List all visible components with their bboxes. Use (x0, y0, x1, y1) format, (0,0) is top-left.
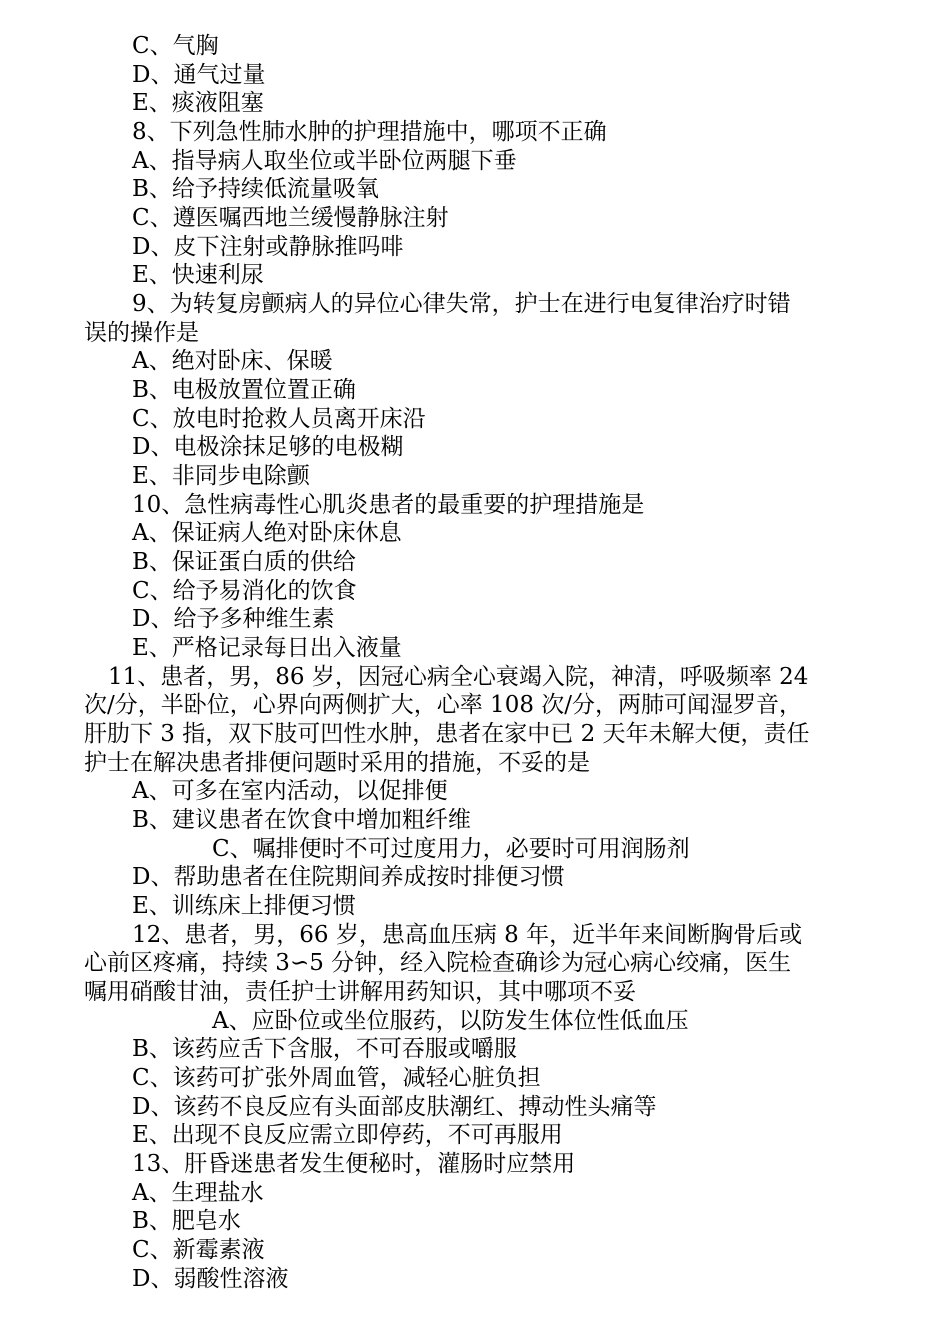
question-11-option-d: D、帮助患者在住院期间养成按时排便习惯 (132, 864, 565, 890)
question-8-option-a: A、指导病人取坐位或半卧位两腿下垂 (132, 148, 517, 174)
question-10-option-c: C、给予易消化的饮食 (132, 578, 357, 604)
question-9-option-c: C、放电时抢救人员离开床沿 (132, 406, 426, 432)
question-8-option-b: B、给予持续低流量吸氧 (132, 176, 379, 202)
question-12-option-d: D、该药不良反应有头面部皮肤潮红、搏动性头痛等 (132, 1094, 657, 1120)
question-12-stem: 12、患者，男，66 岁，患高血压病 8 年，近半年来间断胸骨后或 (132, 922, 803, 948)
question-12-option-c: C、该药可扩张外周血管，减轻心脏负担 (132, 1065, 541, 1091)
question-13-option-b: B、肥皂水 (132, 1208, 241, 1234)
question-8-option-d: D、皮下注射或静脉推吗啡 (132, 234, 404, 260)
option-c-line: C、气胸 (132, 33, 219, 59)
question-13-option-a: A、生理盐水 (132, 1180, 264, 1206)
question-11-option-c: C、嘱排便时不可过度用力，必要时可用润肠剂 (212, 836, 690, 862)
question-8-option-c: C、遵医嘱西地兰缓慢静脉注射 (132, 205, 449, 231)
question-12-option-a: A、应卧位或坐位服药，以防发生体位性低血压 (212, 1008, 689, 1034)
question-11-stem-cont: 护士在解决患者排便问题时采用的措施，不妥的是 (84, 750, 590, 776)
question-12-option-b: B、该药应舌下含服，不可吞服或嚼服 (132, 1036, 517, 1062)
question-11-stem-cont: 次/分，半卧位，心界向两侧扩大，心率 108 次/分，两肺可闻湿罗音， (84, 692, 803, 718)
question-9-option-b: B、电极放置位置正确 (132, 377, 356, 403)
question-11-option-a: A、可多在室内活动，以促排便 (132, 778, 448, 804)
question-11-stem: 11、患者，男，86 岁，因冠心病全心衰竭入院，神清，呼吸频率 24 (108, 664, 809, 690)
question-10-option-d: D、给予多种维生素 (132, 606, 335, 632)
question-9-option-a: A、绝对卧床、保暖 (132, 348, 333, 374)
question-13-stem: 13、肝昏迷患者发生便秘时，灌肠时应禁用 (132, 1151, 576, 1177)
question-10-stem: 10、急性病毒性心肌炎患者的最重要的护理措施是 (132, 492, 645, 518)
question-13-option-d: D、弱酸性溶液 (132, 1266, 289, 1292)
option-d-line: D、通气过量 (132, 62, 266, 88)
question-13-option-c: C、新霉素液 (132, 1237, 265, 1263)
question-11-stem-cont: 肝肋下 3 指，双下肢可凹性水肿，患者在家中已 2 天年未解大便，责任 (84, 721, 810, 747)
question-8-option-e: E、快速利尿 (132, 262, 264, 288)
question-12-stem-cont: 嘱用硝酸甘油，责任护士讲解用药知识，其中哪项不妥 (84, 979, 636, 1005)
question-9-stem: 9、为转复房颤病人的异位心律失常，护士在进行电复律治疗时错 (132, 291, 791, 317)
question-12-stem-cont: 心前区疼痛，持续 3∽5 分钟，经入院检查确诊为冠心病心绞痛，医生 (84, 950, 792, 976)
question-12-option-e: E、出现不良反应需立即停药，不可再服用 (132, 1122, 563, 1148)
question-9-stem-cont: 误的操作是 (84, 320, 199, 346)
question-10-option-e: E、严格记录每日出入液量 (132, 635, 402, 661)
question-10-option-a: A、保证病人绝对卧床休息 (132, 520, 402, 546)
question-10-option-b: B、保证蛋白质的供给 (132, 549, 356, 575)
question-11-option-b: B、建议患者在饮食中增加粗纤维 (132, 807, 471, 833)
option-e-line: E、痰液阻塞 (132, 90, 264, 116)
question-9-option-d: D、电极涂抹足够的电极糊 (132, 434, 404, 460)
question-8-stem: 8、下列急性肺水肿的护理措施中，哪项不正确 (132, 119, 607, 145)
question-11-option-e: E、训练床上排便习惯 (132, 893, 356, 919)
question-9-option-e: E、非同步电除颤 (132, 463, 310, 489)
